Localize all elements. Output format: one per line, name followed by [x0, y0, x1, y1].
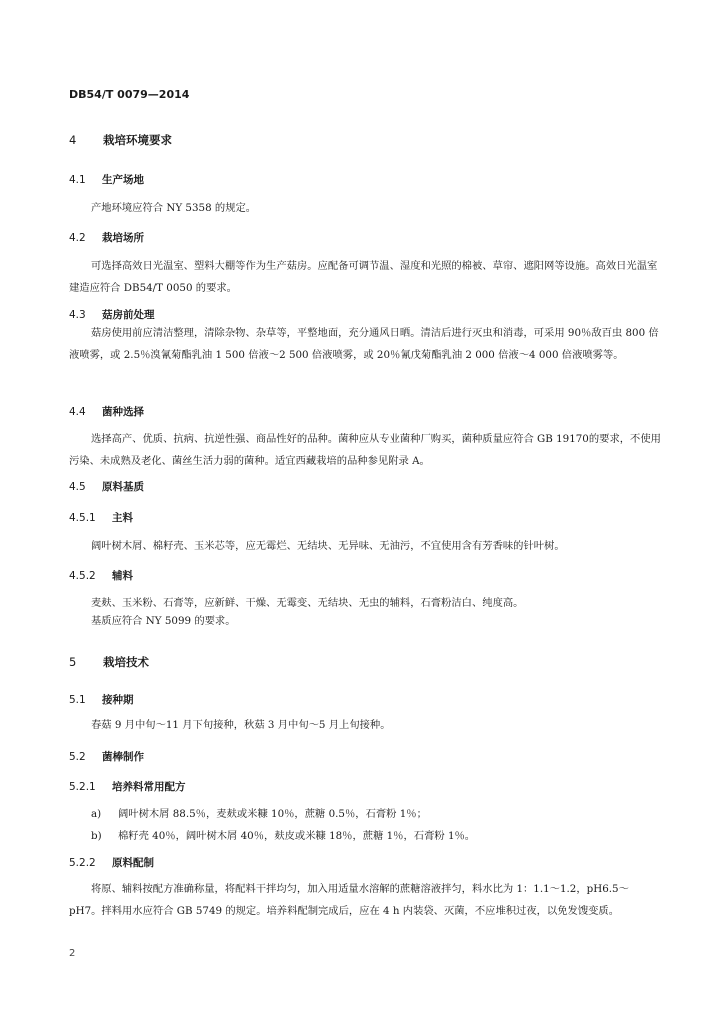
section-4-5-1-heading: [69, 510, 133, 525]
list-item-text: 棉籽壳 40％，阔叶树木屑 40％，麸皮或米糠 18％，蔗糖 1％，石膏粉 1％。: [118, 830, 476, 842]
section-5-1-body: 春菇 9 月中旬～11 月下旬接种，秋菇 3 月中旬～5 月上旬接种。: [91, 719, 391, 731]
section-5-2-2-heading: [69, 855, 154, 870]
section-number: 4.5.1: [69, 512, 96, 524]
list-item-text: 阔叶树木屑 88.5％，麦麸或米糠 10％，蔗糖 0.5％，石膏粉 1％；: [118, 808, 427, 820]
section-4-3-heading: [69, 307, 155, 322]
section-5-2-2-body: 将原、辅料按配方准确称量，将配料干拌均匀，加入用适量水溶解的蔗糖溶液拌匀，料水比为 1：1.1～1.2，pH6.5～pH7。拌料用水应符合 GB 5749 的规定。培养料配制完成后，应在 4 h 内装袋、灭菌，不应堆积过夜，以免发馊变质。: [69, 883, 629, 917]
list-item: [91, 805, 427, 820]
section-number: 5.1: [69, 694, 86, 706]
list-item: [91, 827, 475, 842]
section-5-2-heading: [69, 749, 144, 764]
section-4-4-heading: [69, 404, 144, 419]
section-4-5-2-heading: [69, 568, 133, 583]
section-title: 原料基质: [102, 481, 144, 493]
section-4-1-body: 产地环境应符合 NY 5358 的规定。: [91, 202, 257, 214]
section-4-1-heading: [69, 172, 144, 187]
list-marker: a): [91, 808, 102, 820]
section-title: 栽培场所: [102, 232, 144, 244]
section-title: 栽培环境要求: [103, 133, 172, 147]
section-title: 生产场地: [102, 174, 144, 186]
section-5-2-1-heading: [69, 779, 186, 794]
section-title: 原料配制: [112, 857, 154, 869]
section-4-heading: [69, 132, 172, 148]
section-number: 4.1: [69, 174, 86, 186]
section-title: 菇房前处理: [102, 309, 155, 321]
section-number: 5: [69, 655, 77, 669]
section-4-3-body: 菇房使用前应清洁整理，清除杂物、杂草等，平整地面，充分通风日晒。清洁后进行灭虫和消毒，可采用 90％敌百虫 800 倍液喷雾，或 2.5％溴氰菊酯乳油 1 500 倍液～2 500 倍液喷雾，或 20％氰戊菊酯乳油 2 000 倍液～4 000 倍液喷雾等。: [69, 327, 659, 361]
section-number: 5.2: [69, 751, 86, 763]
section-number: 4: [69, 133, 77, 147]
section-title: 主料: [112, 512, 133, 524]
section-number: 5.2.2: [69, 857, 96, 869]
section-title: 辅料: [112, 570, 133, 582]
section-title: 菌种选择: [102, 406, 144, 418]
list-marker: b): [91, 830, 102, 842]
section-title: 菌棒制作: [102, 751, 144, 763]
section-title: 栽培技术: [103, 655, 149, 669]
section-4-5-2-note: 基质应符合 NY 5099 的要求。: [91, 615, 236, 627]
section-number: 4.4: [69, 406, 86, 418]
section-number: 4.5: [69, 481, 86, 493]
document-code: DB54/T 0079—2014: [69, 88, 190, 101]
section-number: 5.2.1: [69, 781, 96, 793]
section-5-1-heading: [69, 692, 134, 707]
section-4-2-heading: [69, 230, 144, 245]
section-4-5-1-body: 阔叶树木屑、棉籽壳、玉米芯等，应无霉烂、无结块、无异味、无油污，不宜使用含有芳香味的针叶树。: [91, 540, 565, 552]
section-4-4-body: 选择高产、优质、抗病、抗逆性强、商品性好的品种。菌种应从专业菌种厂购买，菌种质量应符合 GB 19170的要求，不使用污染、未成熟及老化、菌丝生活力弱的菌种。适宜西藏栽培的品种参见附录 A。: [69, 433, 661, 467]
section-4-5-2-body: 麦麸、玉米粉、石膏等，应新鲜、干燥、无霉变、无结块、无虫的辅料，石膏粉洁白、纯度高。: [91, 597, 524, 609]
section-title: 培养料常用配方: [112, 781, 186, 793]
section-number: 4.3: [69, 309, 86, 321]
section-4-5-heading: [69, 479, 144, 494]
section-4-2-body: 可选择高效日光温室、塑料大棚等作为生产菇房。应配备可调节温、湿度和光照的棉被、草帘、遮阳网等设施。高效日光温室建造应符合 DB54/T 0050 的要求。: [69, 260, 658, 294]
section-title: 接种期: [102, 694, 134, 706]
section-number: 4.5.2: [69, 570, 96, 582]
page-number: 2: [69, 948, 76, 959]
section-5-heading: [69, 654, 149, 670]
section-number: 4.2: [69, 232, 86, 244]
